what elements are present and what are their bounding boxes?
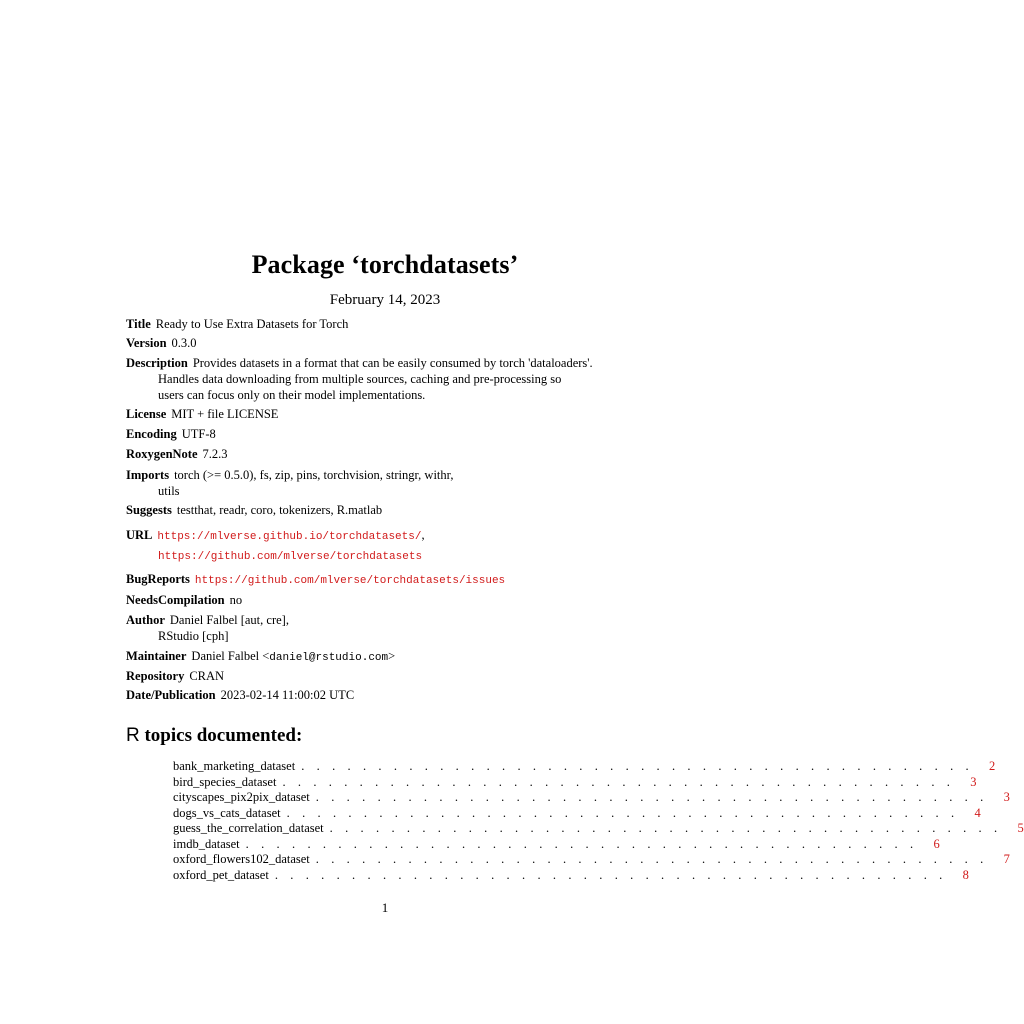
toc-heading: R topics documented: xyxy=(126,725,303,746)
page-number: 1 xyxy=(381,900,389,915)
toc-entry[interactable]: dogs_vs_cats_dataset . . . . . . . . . . . . . . . . . . . . . . . . . . . . . . . . . . . . . . . . . . . . 4 xyxy=(173,805,981,820)
url-link-github[interactable]: https://github.com/mlverse/torchdatasets xyxy=(158,551,423,563)
field-title: Title Ready to Use Extra Datasets for Torch xyxy=(126,317,349,331)
toc-list xyxy=(173,759,1024,883)
toc-entry[interactable]: bird_species_dataset . . . . . . . . . . . . . . . . . . . . . . . . . . . . . . . . . . . . . . . . . . . . 3 xyxy=(173,774,977,789)
field-bugreports: BugReports https://github.com/mlverse/torchdatasets/issues xyxy=(126,572,506,587)
package-date: February 14, 2023 xyxy=(329,292,441,308)
field-author: Author Daniel Falbel [aut, cre], RStudio [cph] xyxy=(126,613,289,643)
toc-entry[interactable]: bank_marketing_dataset . . . . . . . . . . . . . . . . . . . . . . . . . . . . . . . . . . . . . . . . . . . . 2 xyxy=(173,759,996,773)
toc-entry[interactable]: oxford_flowers102_dataset . . . . . . . . . . . . . . . . . . . . . . . . . . . . . . . . . . . . . . . . . . . . 7 xyxy=(173,852,1010,866)
field-encoding: Encoding UTF-8 xyxy=(126,427,216,441)
toc-entry[interactable]: cityscapes_pix2pix_dataset . . . . . . . . . . . . . . . . . . . . . . . . . . . . . . . . . . . . . . . . . . . . 3 xyxy=(173,790,1010,804)
field-roxygennote: RoxygenNote 7.2.3 xyxy=(126,447,228,461)
maintainer-email[interactable]: daniel@rstudio.com xyxy=(269,652,389,664)
bugreports-link[interactable]: https://github.com/mlverse/torchdatasets/issues xyxy=(194,575,506,587)
field-url-continuation xyxy=(126,547,646,565)
field-url: URL https://mlverse.github.io/torchdatasets/, xyxy=(126,528,425,543)
package-title: Package ‘torchdatasets’ xyxy=(251,250,519,279)
field-suggests: Suggests testthat, readr, coro, tokenizers, R.matlab xyxy=(126,503,383,517)
url-link-docs[interactable]: https://mlverse.github.io/torchdatasets/ xyxy=(157,531,422,543)
field-date-publication: Date/Publication 2023-02-14 11:00:02 UTC xyxy=(126,688,355,702)
field-license: License MIT + file LICENSE xyxy=(126,407,279,421)
toc-entry[interactable]: oxford_pet_dataset . . . . . . . . . . . . . . . . . . . . . . . . . . . . . . . . . . . . . . . . . . . . 8 xyxy=(173,867,969,882)
field-description: Description Provides datasets in a format that can be easily consumed by torch 'dataloaders'. Handles data downloading from multiple sources, caching and pre-processing so users can focus only on their model implementations. xyxy=(126,356,593,402)
field-repository: Repository CRAN xyxy=(126,669,225,683)
field-maintainer: Maintainer Daniel Falbel <daniel@rstudio.com> xyxy=(126,649,396,664)
field-imports: Imports torch (>= 0.5.0), fs, zip, pins, torchvision, stringr, withr, utils xyxy=(126,468,454,498)
toc-entry[interactable]: imdb_dataset . . . . . . . . . . . . . . . . . . . . . . . . . . . . . . . . . . . . . . . . . . . . 6 xyxy=(173,836,940,851)
toc-entry[interactable]: guess_the_correlation_dataset . . . . . . . . . . . . . . . . . . . . . . . . . . . . . . . . . . . . . . . . . . . . 5 xyxy=(173,821,1024,835)
field-version: Version 0.3.0 xyxy=(126,336,197,350)
field-needscompilation: NeedsCompilation no xyxy=(126,593,243,607)
